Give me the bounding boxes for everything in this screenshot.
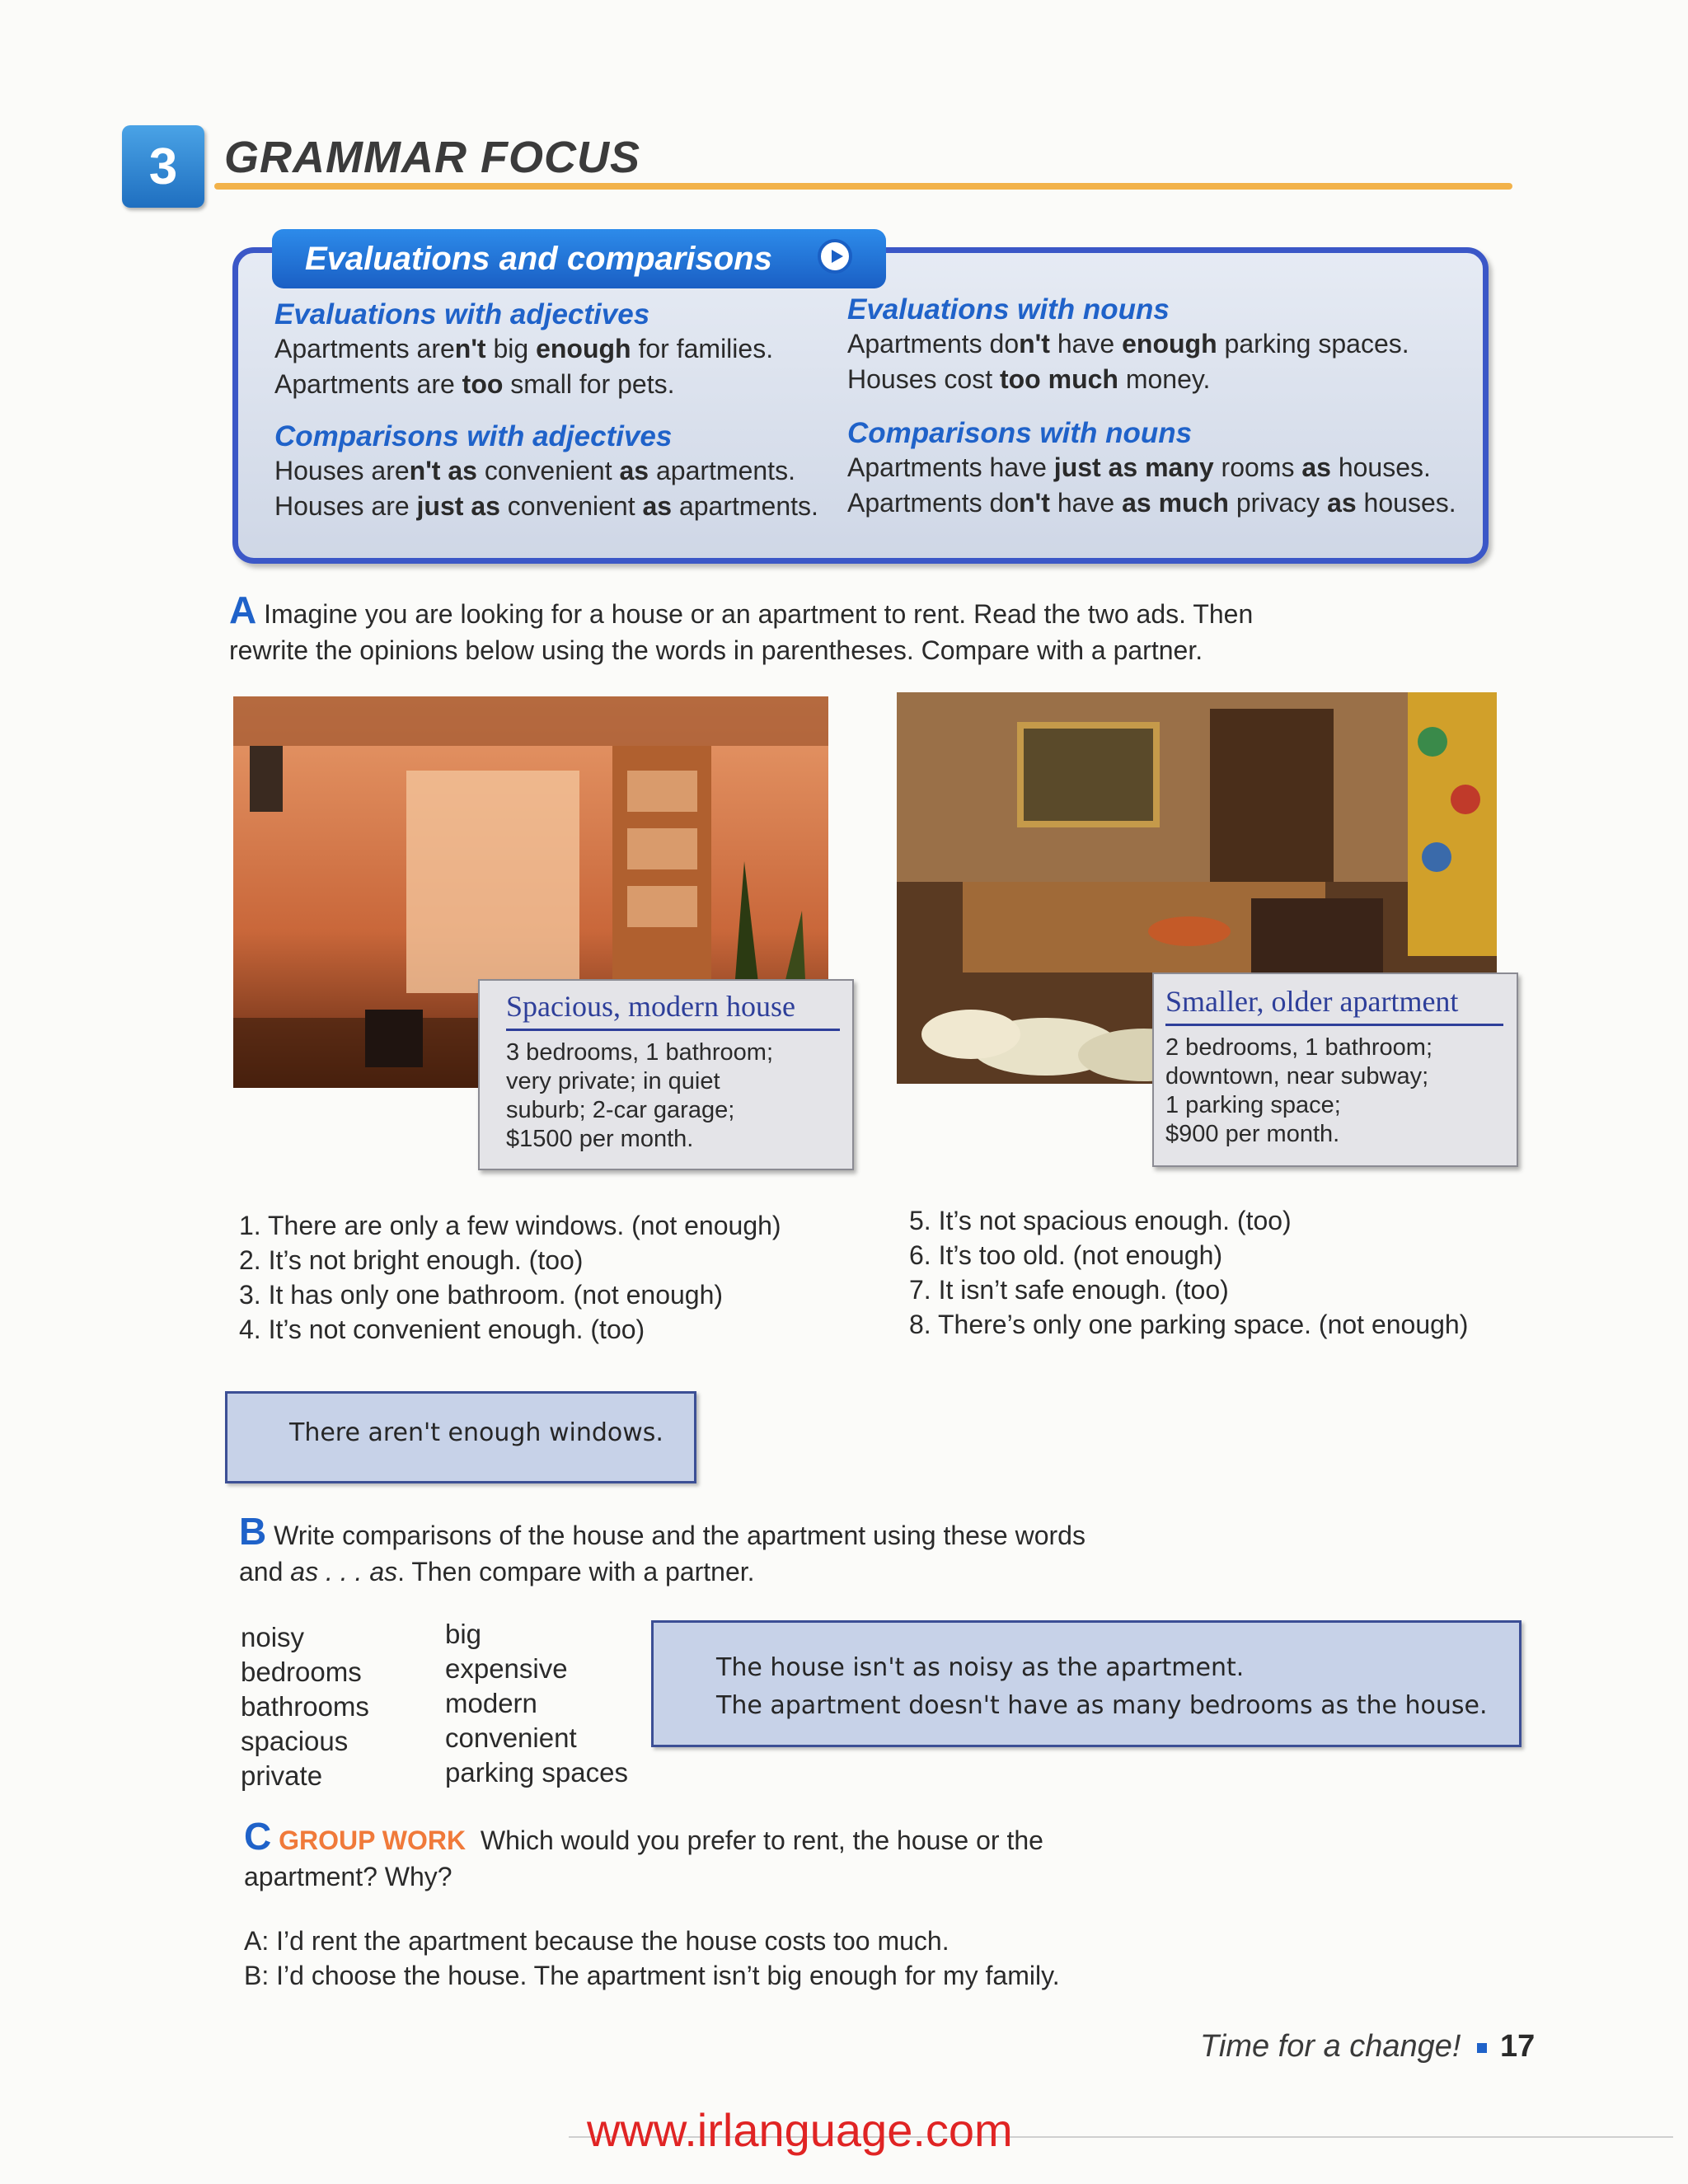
eval-nouns-block xyxy=(847,293,1474,397)
list-item: 8. There’s only one parking space. (not enough) xyxy=(909,1310,1469,1339)
example-answer-b xyxy=(651,1620,1522,1747)
list-item: expensive xyxy=(445,1653,568,1684)
list-item: parking spaces xyxy=(445,1757,628,1788)
list-item: modern xyxy=(445,1688,537,1718)
house-ad-details: 3 bedrooms, 1 bathroom; very private; in quiet suburb; 2-car garage; $1500 per month. xyxy=(506,1039,774,1152)
grammar-line: Apartments aren't big enough for families. xyxy=(274,334,774,363)
comp-nouns-block xyxy=(847,417,1482,521)
house-ad xyxy=(478,979,854,1170)
list-item: 3. It has only one bathroom. (not enough) xyxy=(239,1280,724,1310)
grammar-line: Apartments don't have as much privacy as houses. xyxy=(847,488,1456,518)
part-a-letter: A xyxy=(229,588,257,631)
grammar-line: Apartments have just as many rooms as houses. xyxy=(847,452,1431,482)
list-item: 5. It’s not spacious enough. (too) xyxy=(909,1206,1292,1235)
section-title: GRAMMAR FOCUS xyxy=(224,133,640,182)
part-b-line2: and as . . . as. Then compare with a partner. xyxy=(239,1557,755,1586)
section-number-badge: 3 xyxy=(122,125,204,208)
apartment-ad-title: Smaller, older apartment xyxy=(1165,985,1459,1018)
grammar-box-title-text: Evaluations and comparisons xyxy=(305,240,772,277)
word-list-right xyxy=(445,1617,628,1790)
apartment-ad xyxy=(1152,972,1518,1167)
opinions-left-list xyxy=(239,1208,781,1347)
part-c-instructions xyxy=(244,1815,1233,1895)
word-list-left xyxy=(241,1620,369,1793)
part-a-instructions xyxy=(229,588,1515,668)
example-answer-a-text: There aren't enough windows. xyxy=(289,1418,663,1447)
list-item: bathrooms xyxy=(241,1691,369,1722)
part-c-line2: apartment? Why? xyxy=(244,1862,452,1891)
list-item: 2. It’s not bright enough. (too) xyxy=(239,1245,584,1275)
list-item: spacious xyxy=(241,1726,349,1756)
comp-adjectives-block xyxy=(274,420,843,524)
grammar-line: Houses aren't as convenient as apartments. xyxy=(274,456,795,485)
eval-adjectives-block xyxy=(274,298,835,402)
house-ad-rule xyxy=(506,1029,840,1031)
house-ad-title: Spacious, modern house xyxy=(506,990,795,1023)
comp-adjectives-heading: Comparisons with adjectives xyxy=(274,420,673,452)
section-divider xyxy=(214,183,1512,190)
part-c-letter: C xyxy=(244,1815,272,1858)
eval-adjectives-heading: Evaluations with adjectives xyxy=(274,298,650,330)
example-answer-b-text: The house isn't as noisy as the apartment. The apartment doesn't have as many bedrooms as the house. xyxy=(716,1653,1488,1720)
list-item: private xyxy=(241,1760,323,1791)
group-work-label: GROUP WORK xyxy=(279,1825,467,1855)
list-item: 6. It’s too old. (not enough) xyxy=(909,1240,1223,1270)
grammar-line: Houses cost too much money. xyxy=(847,364,1211,394)
grammar-box-title xyxy=(272,229,886,288)
part-b-instructions xyxy=(239,1510,1228,1590)
footer-bullet xyxy=(1477,2043,1487,2053)
comp-nouns-heading: Comparisons with nouns xyxy=(847,417,1193,449)
list-item: big xyxy=(445,1619,482,1649)
apartment-ad-rule xyxy=(1165,1024,1503,1026)
list-item: noisy xyxy=(241,1622,305,1652)
list-item: 7. It isn’t safe enough. (too) xyxy=(909,1275,1229,1305)
eval-nouns-heading: Evaluations with nouns xyxy=(847,293,1170,326)
footer-unit-title: Time for a change! xyxy=(1200,2029,1461,2064)
dialog-line: B: I’d choose the house. The apartment isn’t big enough for my family. xyxy=(244,1961,1060,1990)
watermark-url: www.irlanguage.com xyxy=(587,2104,1013,2156)
part-b-letter: B xyxy=(239,1510,267,1553)
apartment-ad-details: 2 bedrooms, 1 bathroom; downtown, near subway; 1 parking space; $900 per month. xyxy=(1165,1034,1433,1147)
dialog xyxy=(244,1924,1060,1993)
part-c-line1: Which would you prefer to rent, the house or the xyxy=(480,1825,1043,1855)
grammar-line: Apartments are too small for pets. xyxy=(274,369,675,399)
opinions-right-list xyxy=(909,1203,1468,1342)
part-a-line2: rewrite the opinions below using the words in parentheses. Compare with a partner. xyxy=(229,635,1203,665)
list-item: convenient xyxy=(445,1722,577,1753)
list-item: bedrooms xyxy=(241,1657,362,1687)
audio-play-icon[interactable] xyxy=(818,239,852,274)
grammar-line: Houses are just as convenient as apartments. xyxy=(274,491,818,521)
list-item: 4. It’s not convenient enough. (too) xyxy=(239,1315,645,1344)
dialog-line: A: I’d rent the apartment because the house costs too much. xyxy=(244,1926,950,1956)
part-b-line1: Write comparisons of the house and the apartment using these words xyxy=(274,1521,1085,1550)
example-answer-a xyxy=(225,1391,696,1483)
page-number: 17 xyxy=(1500,2029,1536,2064)
grammar-line: Apartments don't have enough parking spaces. xyxy=(847,329,1409,359)
part-a-line1: Imagine you are looking for a house or an apartment to rent. Read the two ads. Then xyxy=(264,599,1254,629)
list-item: 1. There are only a few windows. (not enough) xyxy=(239,1211,781,1240)
